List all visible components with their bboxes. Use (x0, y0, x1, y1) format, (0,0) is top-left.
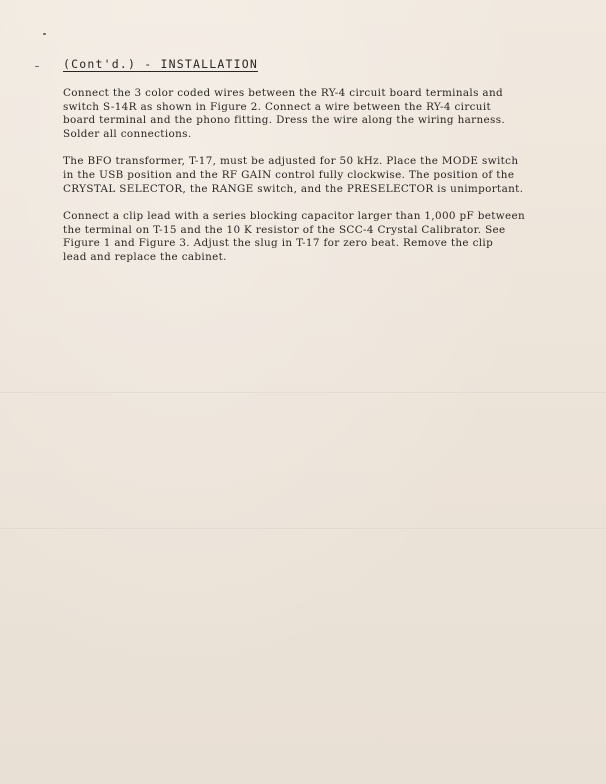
text-line: the terminal on T-15 and the 10 K resistor of the SCC-4 Crystal Calibrator. See (63, 223, 506, 236)
paragraph-bfo-adjustment (63, 155, 563, 196)
paragraph-clip-lead (63, 210, 563, 264)
text-line: CRYSTAL SELECTOR, the RANGE switch, and the PRESELECTOR is unimportant. (63, 182, 524, 195)
text-line: Connect a clip lead with a series blocking capacitor larger than 1,000 pF between (63, 210, 526, 223)
document-page (63, 53, 563, 279)
text-line: The BFO transformer, T-17, must be adjusted for 50 kHz. Place the MODE switch (63, 155, 519, 168)
text-line: Solder all connections. (63, 127, 192, 140)
paper-fold-line (0, 528, 606, 530)
text-line: Connect the 3 color coded wires between the RY-4 circuit board terminals and (63, 87, 504, 99)
paper-speck (43, 33, 46, 35)
text-line: Figure 1 and Figure 3. Adjust the slug in T-17 for zero beat. Remove the clip (63, 237, 494, 250)
paragraph-wiring (63, 87, 563, 141)
text-line: in the USB position and the RF GAIN control fully clockwise. The position of the (63, 168, 515, 181)
section-heading: (Cont'd.) - INSTALLATION (63, 57, 258, 71)
paper-speck (35, 66, 39, 67)
text-line: lead and replace the cabinet. (63, 250, 227, 263)
text-line: switch S-14R as shown in Figure 2. Connect a wire between the RY-4 circuit (63, 100, 492, 113)
paper-fold-line (0, 392, 606, 394)
text-line: board terminal and the phono fitting. Dress the wire along the wiring harness. (63, 114, 506, 127)
